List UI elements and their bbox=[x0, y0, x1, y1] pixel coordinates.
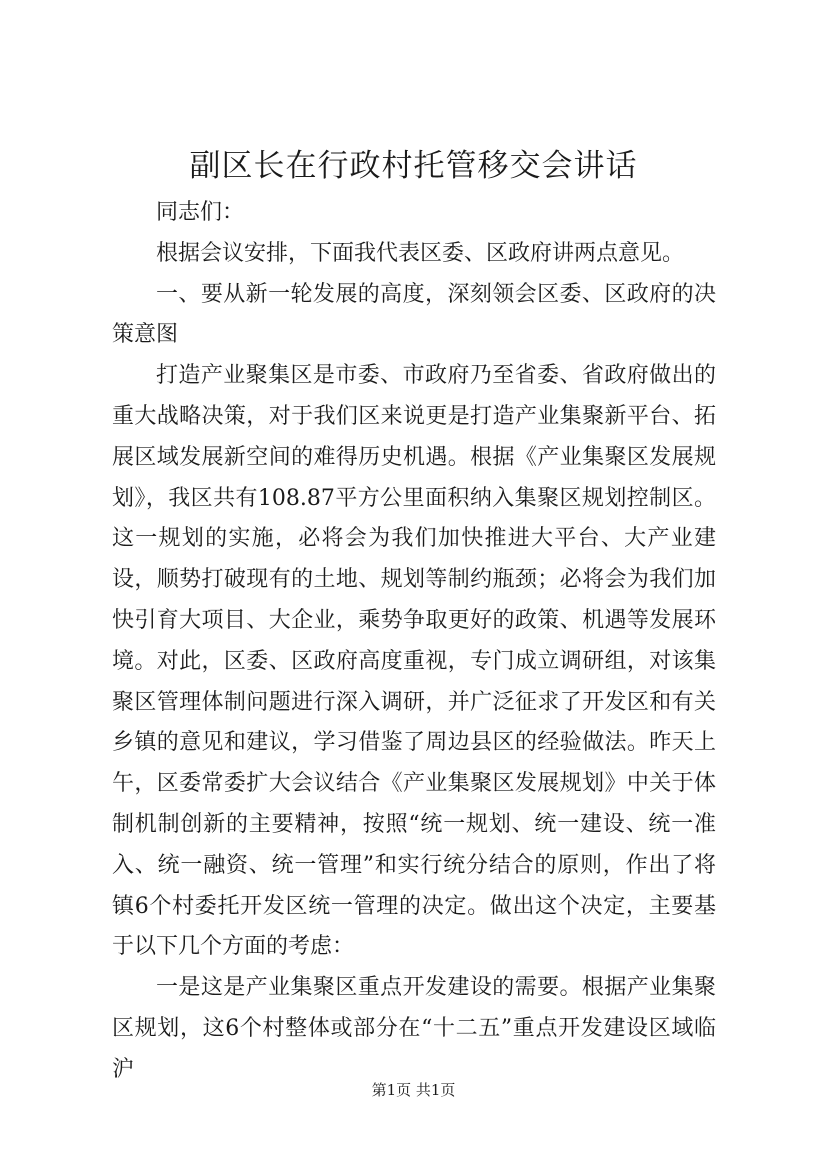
document-title: 副区长在行政村托管移交会讲话 bbox=[189, 148, 638, 184]
section-heading-1: 一、要从新一轮发展的高度，深刻领会区委、区政府的决策意图 bbox=[112, 281, 716, 348]
paragraph-salutation: 同志们： bbox=[156, 200, 245, 225]
paragraph-body: 打造产业聚集区是市委、市政府乃至省委、省政府做出的重大战略决策，对于我们区来说更是打造产业集聚新平台、拓展区域发展新空间的难得历史机遇。根据《产业集聚区发展规划》，我区共有108.87平方公里面积纳入集聚区规划控制区。这一规划的实施，必将会为我们加快推进大平台、大产业建设，顺势打破现有的土地、规划等制约瓶颈；必将会为我们加快引育大项目、大企业，乘势争取更好的政策、机遇等发展环境。对此，区委、区政府高度重视，专门成立调研组，对该集聚区管理体制问题进行深入调研，并广泛征求了开发区和有关乡镇的意见和建议，学习借鉴了周边县区的经验做法。昨天上午，区委常委扩大会议结合《产业集聚区发展规划》中关于体制机制创新的主要精神，按照“统一规划、统一建设、统一准入、统一融资、统一管理”和实行统分结合的原则，作出了将镇6个村委托开发区统一管理的决定。做出这个决定，主要基于以下几个方面的考虑： bbox=[112, 363, 716, 960]
document-body bbox=[112, 193, 716, 1091]
page-footer: 第1页 共1页 bbox=[371, 1081, 456, 1099]
paragraph-intro: 根据会议安排，下面我代表区委、区政府讲两点意见。 bbox=[156, 240, 685, 266]
paragraph-point-1: 一是这是产业集聚区重点开发建设的需要。根据产业集聚区规划，这6个村整体或部分在“十二五”重点开发建设区域临沪 bbox=[112, 975, 716, 1082]
